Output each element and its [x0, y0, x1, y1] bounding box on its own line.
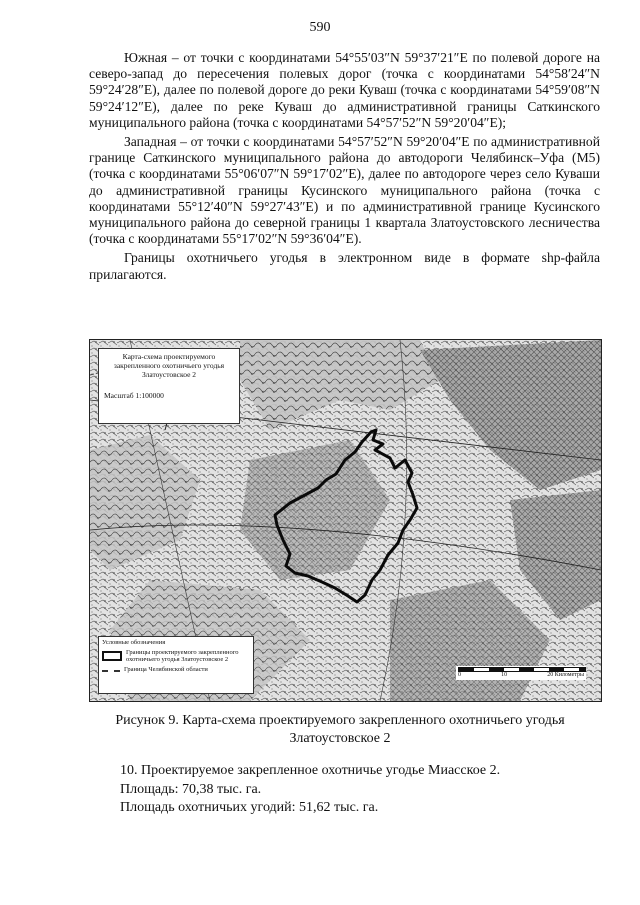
- section-hunting-area: Площадь охотничьих угодий: 51,62 тыс. га.: [120, 800, 379, 815]
- map-legend: [98, 636, 254, 694]
- page-number: 590: [309, 20, 331, 35]
- map-title-box: [98, 348, 240, 424]
- section-heading: 10. Проектируемое закрепленное охотничье угодье Миасское 2.: [120, 763, 501, 778]
- section-area: Площадь: 70,38 тыс. га.: [120, 781, 262, 797]
- figure-caption: Рисунок 9. Карта-схема проектируемого закрепленного охотничьего угодья Златоустовское 2: [115, 713, 565, 746]
- scale-bar: [456, 666, 586, 680]
- bold-boundary-swatch-icon: [102, 651, 122, 661]
- scale-bar-start: 0: [458, 672, 461, 678]
- legend-item-label: Границы проектируемого закрепленного охотничьего угодья Златоустовское 2: [126, 648, 239, 663]
- paragraph-west-boundary: Западная – от точки с координатами 54°57′52″N 59°20′04″E по административной границе Саткинского муниципального района до автодороги Челябинск–Уфа (М5) (точка с координатами 55°06′07″N 59°17′02″E), далее по автодороге через село Куваши до административной границы Кусинского муниципального района (точка с координатами 55°12′40″N 59°27′43″E) и по административной границе Кусинского муниципального района до северной границы 1 квартала Златоустовского лесничества (точка с координатами 55°17′02″N 59°36′04″E).: [89, 134, 600, 247]
- legend-item-hunting-boundary: [102, 649, 250, 664]
- legend-item-region-boundary: [102, 666, 250, 674]
- map-title: Карта-схема проектируемого закрепленного охотничьего угодья Златоустовское 2: [113, 352, 225, 379]
- dashed-boundary-swatch-icon: [102, 670, 120, 672]
- map-scale: Масштаб 1:100000: [104, 391, 164, 400]
- map-figure: [89, 339, 602, 702]
- paragraph-shp-note: Границы охотничьего угодья в электронном виде в формате shp-файла прилагаются.: [89, 250, 600, 282]
- scale-bar-end: 20 Километры: [547, 672, 584, 678]
- body-text: [89, 50, 600, 286]
- section-miasskoe: [120, 762, 600, 818]
- paragraph-south-boundary: Южная – от точки с координатами 54°55′03″N 59°37′21″E по полевой дороге на северо-запад до пересечения полевых дорог (точка с координатами 54°58′24″N 59°24′28″E), далее по полевой дороге до реки Куваш (точка с координатами 54°59′08″N 59°24′12″E), далее по реке Куваш до административной границы Саткинского муниципального района (точка с координатами 54°57′52″N 59°20′04″E);: [89, 50, 600, 130]
- scale-bar-mid: 10: [501, 672, 508, 678]
- legend-item-label: Граница Челябинской области: [124, 665, 208, 673]
- legend-heading: Условные обозначения: [102, 639, 166, 646]
